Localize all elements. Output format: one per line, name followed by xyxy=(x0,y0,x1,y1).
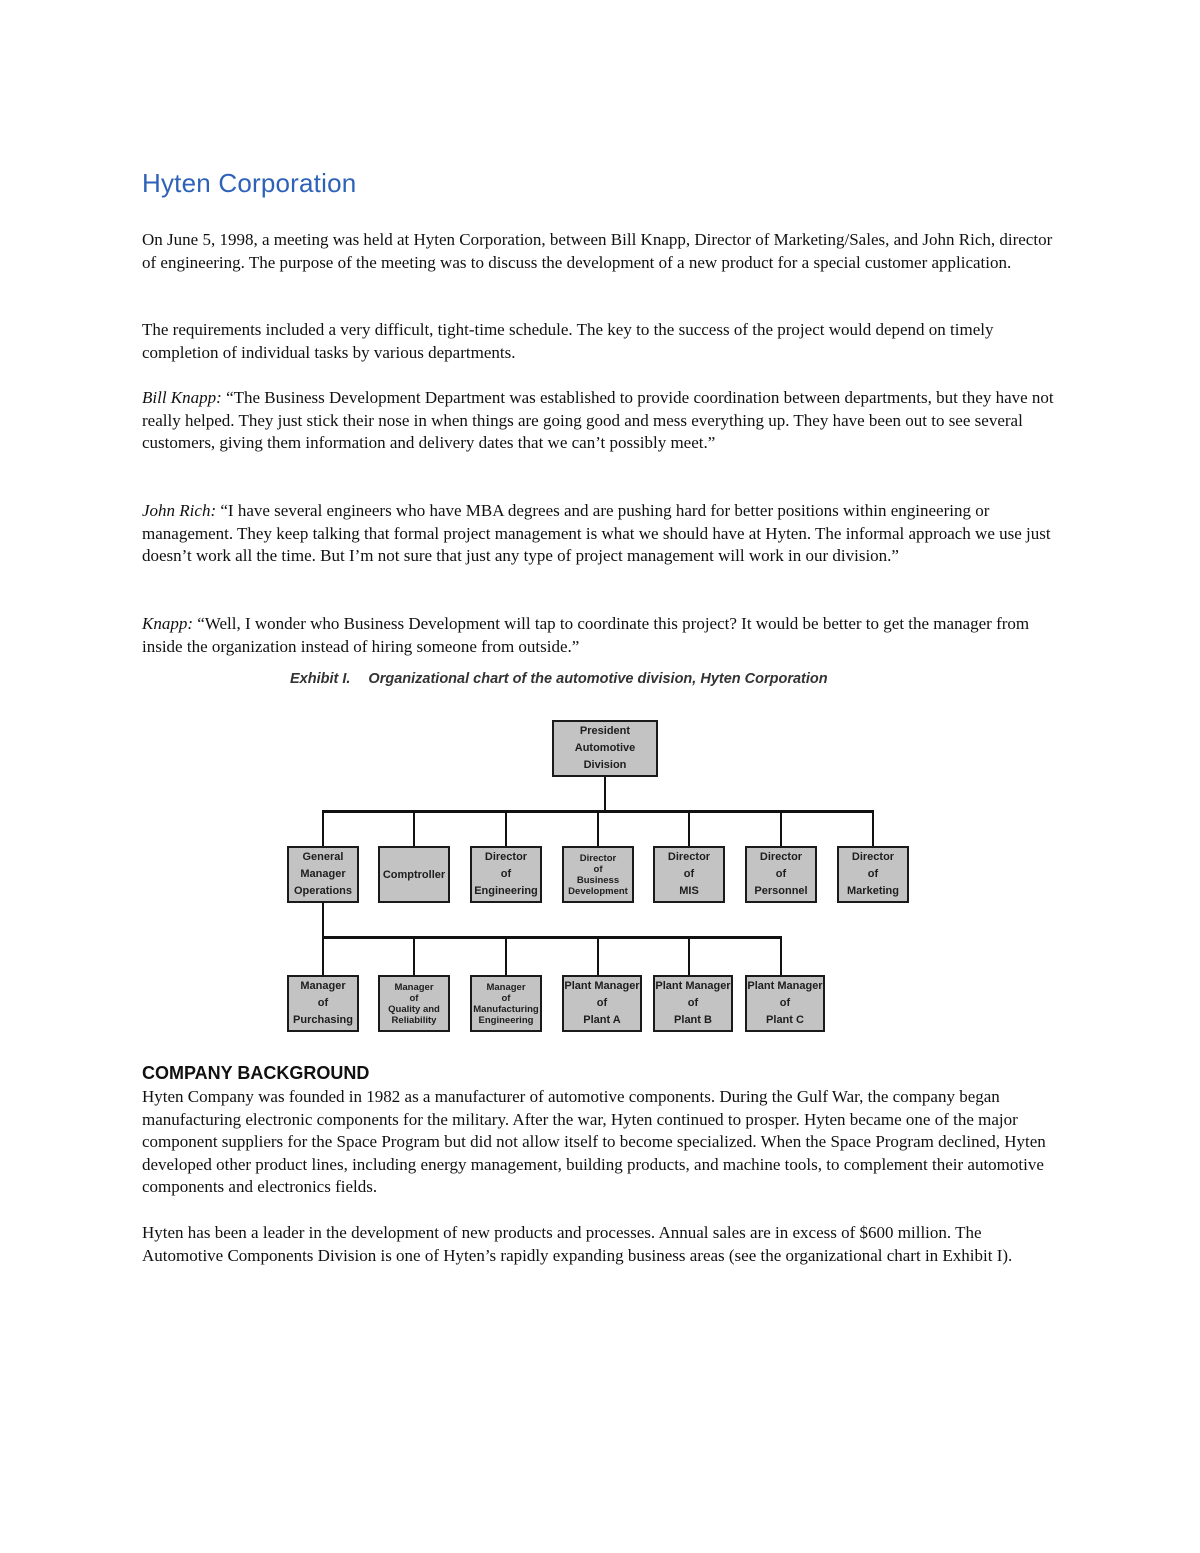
org-box-line: Operations xyxy=(293,885,353,897)
org-box-line: of xyxy=(775,868,787,880)
org-box-director-business-development xyxy=(562,846,634,903)
org-box-line: Plant Manager xyxy=(655,980,731,992)
org-box-director-personnel xyxy=(745,846,817,903)
org-box-line: of xyxy=(687,997,699,1009)
exhibit-caption xyxy=(290,671,828,687)
org-box-manager-quality-reliability xyxy=(378,975,450,1032)
org-box-plant-manager-b xyxy=(653,975,733,1032)
org-box-line: Plant A xyxy=(583,1014,621,1026)
org-connector-top xyxy=(604,777,606,811)
org-connector-drop xyxy=(872,811,874,846)
org-connector-drop xyxy=(505,937,507,975)
org-box-manager-manufacturing-engineering xyxy=(470,975,542,1032)
quote-knapp xyxy=(142,613,1062,658)
document-title: Hyten Corporation xyxy=(142,168,357,198)
org-box-line: Director xyxy=(484,851,528,863)
org-box-text xyxy=(474,849,538,900)
org-connector-drop xyxy=(322,937,324,975)
org-box-line: of xyxy=(779,997,791,1009)
background-paragraph-1: Hyten Company was founded in 1982 as a manufacturer of automotive components. During the Gulf War, the company began manufacturing electronic components for the military. After the war, Hyten continued to prosper. Hyten became one of the major component suppliers for the Space Program but did not allow itself to become specialized. When the Space Program declined, Hyten developed other product lines, including energy management, building products, and machine tools, to complement their automotive components and electronics fields. xyxy=(142,1087,1046,1197)
org-box-line: Director xyxy=(759,851,803,863)
org-box-line: Reliability xyxy=(391,1014,437,1026)
org-box-line: Engineering xyxy=(478,1014,534,1026)
org-connector-bar-level3 xyxy=(322,936,782,939)
org-connector-drop xyxy=(780,811,782,846)
quote-text: “I have several engineers who have MBA degrees and are pushing hard for better positions within engineering or management. They keep talking that formal project management is what we should have at Hyten. The informal approach we use just doesn’t work all the time. But I’m not sure that just any type of project management will work in our division.” xyxy=(142,501,1051,566)
org-box-line: Manager xyxy=(486,981,526,993)
org-box-line: of xyxy=(683,868,695,880)
org-box-text xyxy=(564,978,639,1029)
org-box-line: Plant Manager xyxy=(564,980,640,992)
intro-paragraph-1: On June 5, 1998, a meeting was held at Hyten Corporation, between Bill Knapp, Director of Marketing/Sales, and John Rich, director of engineering. The purpose of the meeting was to discuss the development of a new product for a special customer application. xyxy=(142,230,1053,272)
org-box-line: Division xyxy=(583,759,627,771)
org-box-line: Plant C xyxy=(766,1014,804,1026)
org-box-manager-purchasing xyxy=(287,975,359,1032)
org-box-line: of xyxy=(317,997,329,1009)
org-box-plant-manager-c xyxy=(745,975,825,1032)
org-connector-bar-level2 xyxy=(322,810,874,813)
org-box-text xyxy=(293,978,353,1029)
org-box-line: Comptroller xyxy=(382,868,446,881)
org-connector-drop xyxy=(413,811,415,846)
org-box-text xyxy=(668,849,710,900)
org-box-line: Engineering xyxy=(474,885,538,897)
org-box-line: of xyxy=(409,992,419,1004)
org-connector-drop xyxy=(322,811,324,846)
org-box-president xyxy=(552,720,658,777)
org-box-line: Business xyxy=(576,874,620,886)
org-box-line: of xyxy=(501,992,511,1004)
quote-bill-knapp xyxy=(142,387,1062,455)
org-box-text xyxy=(847,849,899,900)
org-box-director-mis xyxy=(653,846,725,903)
org-connector-drop xyxy=(505,811,507,846)
org-box-line: Purchasing xyxy=(293,1014,353,1026)
org-box-line: Plant Manager xyxy=(747,980,823,992)
org-box-line: Manager xyxy=(394,981,434,993)
org-box-line: Personnel xyxy=(754,885,808,897)
background-paragraph-2: Hyten has been a leader in the development of new products and processes. Annual sales are in excess of $600 million. The Automotive Components Division is one of Hyten’s rapidly expanding business areas (see the organizational chart in Exhibit I). xyxy=(142,1223,1013,1265)
exhibit-caption-text: Organizational chart of the automotive division, Hyten Corporation xyxy=(368,671,828,687)
org-box-text xyxy=(383,868,445,882)
org-box-line: Manufacturing xyxy=(473,1003,539,1015)
org-connector-drop xyxy=(688,811,690,846)
org-box-line: MIS xyxy=(679,885,699,897)
quote-john-rich xyxy=(142,500,1062,568)
org-box-director-marketing xyxy=(837,846,909,903)
org-box-text xyxy=(568,853,628,897)
quote-speaker: John Rich: xyxy=(142,501,217,520)
quote-speaker: Knapp: xyxy=(142,614,193,633)
org-box-text xyxy=(294,849,352,900)
org-box-line: of xyxy=(596,997,608,1009)
exhibit-label: Exhibit I. xyxy=(290,671,351,687)
org-box-line: Manager xyxy=(300,868,346,880)
org-box-line: Plant B xyxy=(674,1014,712,1026)
org-box-line: Development xyxy=(568,885,628,897)
org-box-text xyxy=(575,723,636,774)
org-box-line: General xyxy=(302,851,344,863)
org-box-line: Manager xyxy=(300,980,346,992)
quote-text: “Well, I wonder who Business Development will tap to coordinate this project? It would be better to get the manager from inside the organization instead of hiring someone from outside.” xyxy=(142,614,1030,656)
org-connector-drop xyxy=(597,811,599,846)
quote-text: “The Business Development Department was established to provide coordination between departments, but they have not really helped. They just stick their nose in when things are going good and mess everything up. They have been out to see several customers, giving them information and delivery dates that we can’t possibly meet.” xyxy=(142,388,1054,453)
org-box-text xyxy=(747,978,822,1029)
org-connector-gm xyxy=(322,903,324,937)
org-box-text xyxy=(754,849,807,900)
org-box-line: of xyxy=(593,863,603,875)
org-box-comptroller xyxy=(378,846,450,903)
intro-paragraph-2: The requirements included a very difficult, tight-time schedule. The key to the success of the project would depend on timely completion of individual tasks by various departments. xyxy=(142,320,994,362)
org-box-line: of xyxy=(867,868,879,880)
org-box-line: Director xyxy=(851,851,895,863)
org-connector-drop xyxy=(413,937,415,975)
section-heading: COMPANY BACKGROUND xyxy=(142,1063,370,1083)
quote-speaker: Bill Knapp: xyxy=(142,388,222,407)
org-box-line: Automotive xyxy=(574,742,636,754)
org-box-plant-manager-a xyxy=(562,975,642,1032)
org-box-line: Quality and xyxy=(388,1003,440,1015)
org-box-line: Marketing xyxy=(847,885,899,897)
org-box-text xyxy=(388,982,440,1026)
org-box-text xyxy=(655,978,730,1029)
org-box-director-engineering xyxy=(470,846,542,903)
org-box-line: of xyxy=(500,868,512,880)
org-box-text xyxy=(473,982,538,1026)
org-box-line: Director xyxy=(579,852,617,864)
org-box-line: Director xyxy=(667,851,711,863)
org-connector-drop xyxy=(780,937,782,975)
org-connector-drop xyxy=(597,937,599,975)
org-box-general-manager-operations xyxy=(287,846,359,903)
org-connector-drop xyxy=(688,937,690,975)
org-box-line: President xyxy=(579,725,631,737)
